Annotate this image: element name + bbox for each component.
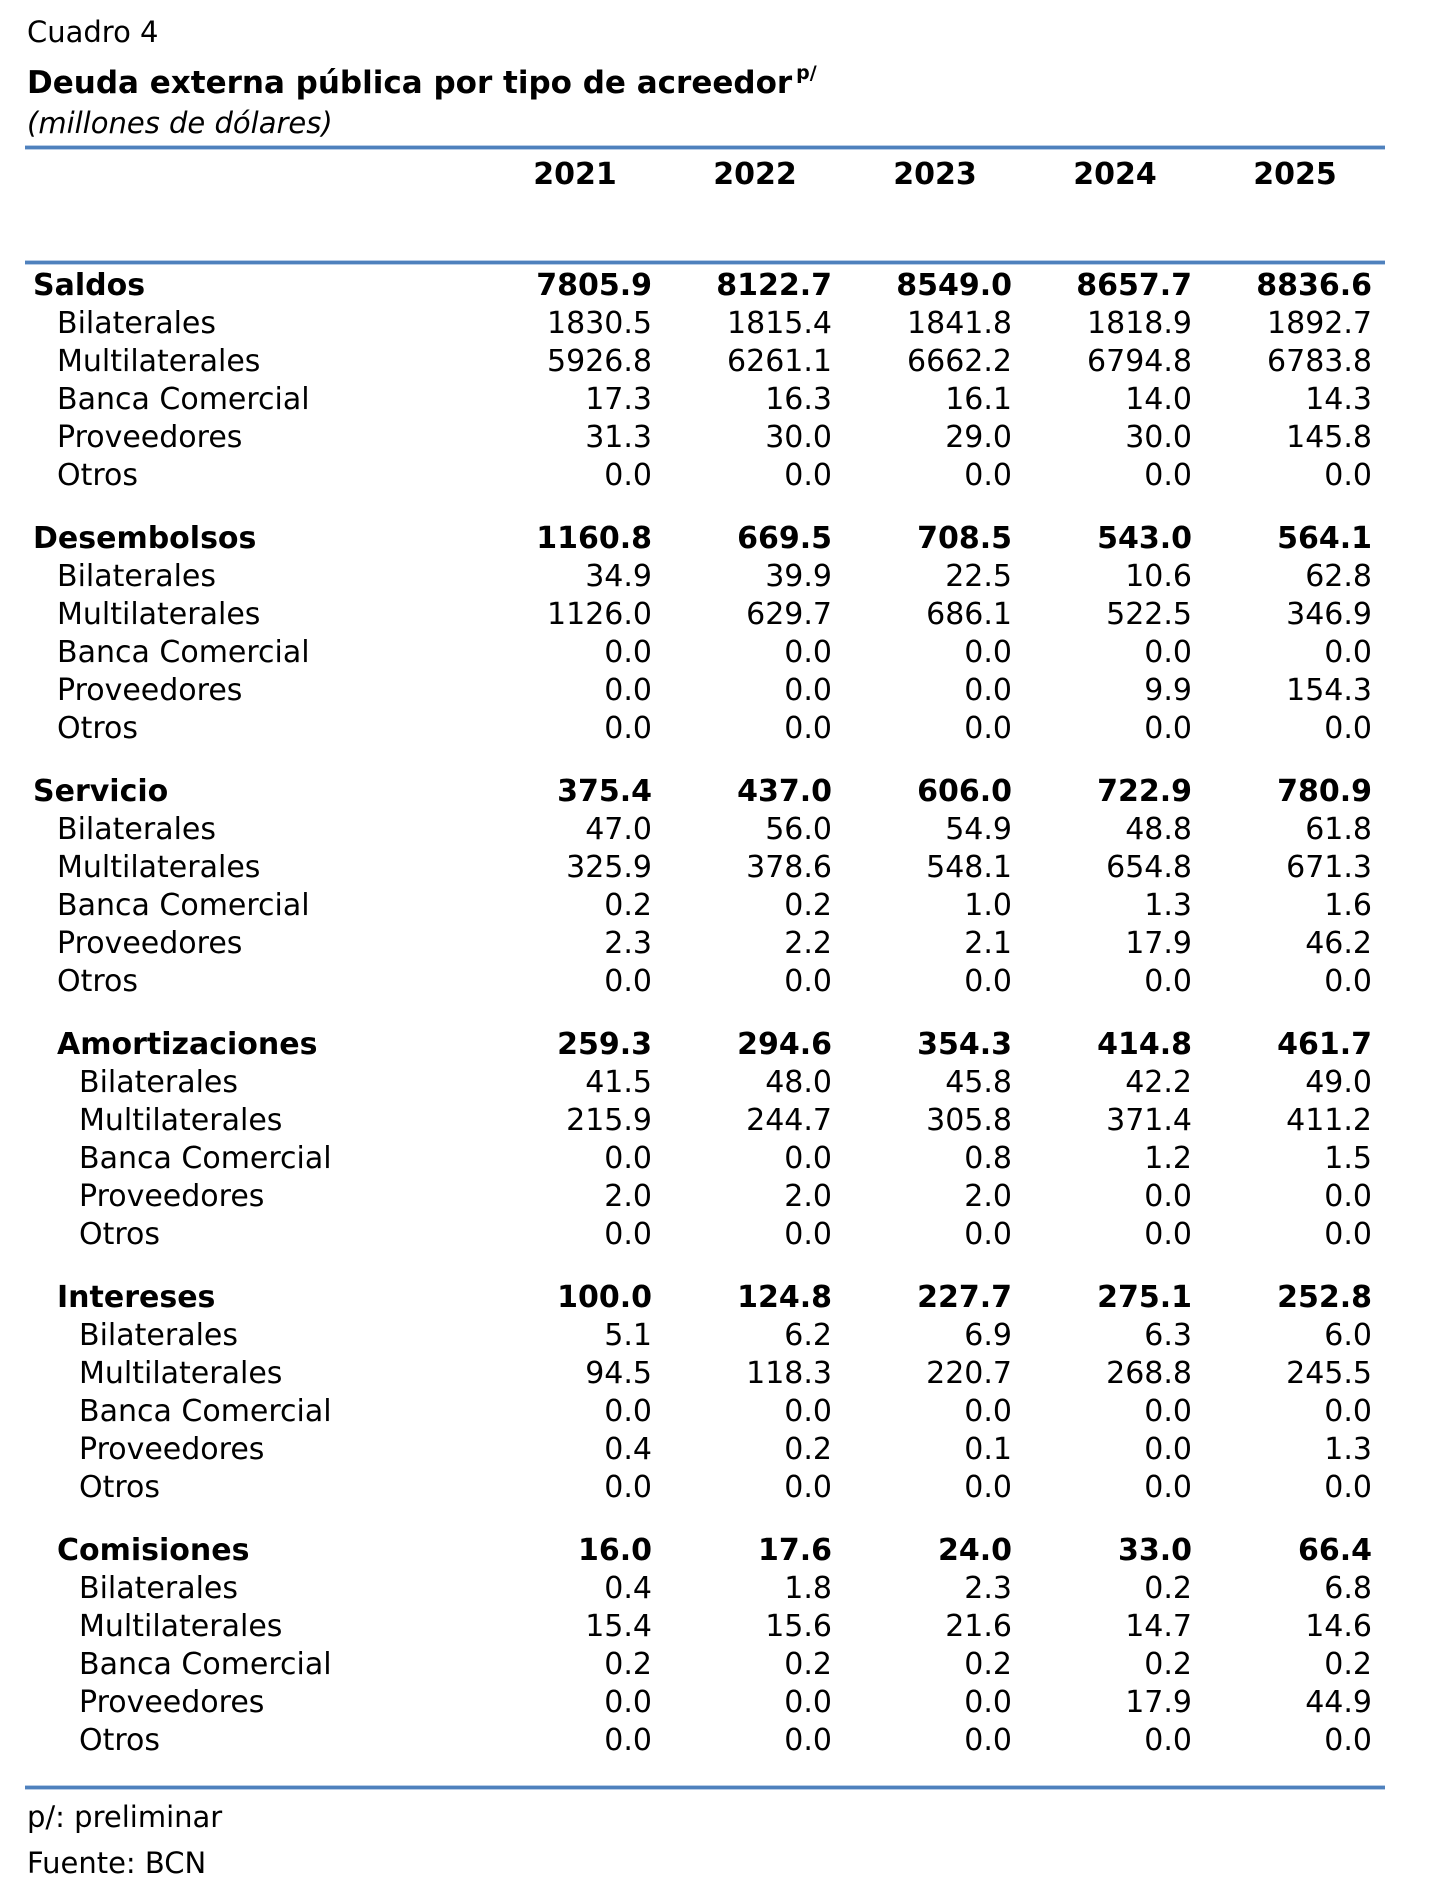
value-cell: 6.0 [1324, 1318, 1372, 1353]
row-label: Otros [57, 964, 139, 999]
value-cell: 325.9 [566, 850, 652, 885]
value-cell: 275.1 [1097, 1280, 1192, 1315]
value-cell: 0.0 [784, 1217, 832, 1252]
value-cell: 16.3 [765, 382, 832, 417]
value-cell: 6.3 [1144, 1318, 1192, 1353]
table-row [27, 267, 1432, 305]
row-label: Otros [79, 1217, 161, 1252]
preliminary-note: p/: preliminar [27, 1800, 223, 1834]
value-cell: 0.2 [784, 1432, 832, 1467]
value-cell: 8549.0 [896, 268, 1012, 303]
value-cell: 0.0 [1144, 1723, 1192, 1758]
table-row [27, 1431, 1432, 1469]
value-cell: 2.0 [604, 1179, 652, 1214]
value-cell: 268.8 [1106, 1356, 1192, 1391]
value-cell: 1892.7 [1267, 306, 1372, 341]
value-cell: 0.0 [1324, 711, 1372, 746]
row-label: Banca Comercial [79, 1141, 332, 1176]
value-cell: 56.0 [765, 812, 832, 847]
value-cell: 0.0 [1324, 458, 1372, 493]
value-cell: 14.0 [1125, 382, 1192, 417]
value-cell: 15.6 [765, 1609, 832, 1644]
value-cell: 2.3 [604, 926, 652, 961]
section-label: Saldos [33, 268, 146, 303]
value-cell: 1.6 [1324, 888, 1372, 923]
value-cell: 0.0 [964, 1685, 1012, 1720]
value-cell: 16.0 [577, 1533, 652, 1568]
row-label: Multilaterales [57, 597, 261, 632]
value-cell: 686.1 [926, 597, 1012, 632]
value-cell: 245.5 [1286, 1356, 1372, 1391]
table-row [27, 1178, 1432, 1216]
value-cell: 0.0 [784, 673, 832, 708]
value-cell: 6794.8 [1087, 344, 1192, 379]
table-row [27, 1570, 1432, 1608]
value-cell: 522.5 [1106, 597, 1192, 632]
value-cell: 2.0 [964, 1179, 1012, 1214]
value-cell: 47.0 [585, 812, 652, 847]
value-cell: 0.0 [784, 1685, 832, 1720]
table-row [27, 963, 1432, 1001]
value-cell: 0.2 [1144, 1647, 1192, 1682]
value-cell: 0.0 [1144, 964, 1192, 999]
row-label: Otros [79, 1470, 161, 1505]
value-cell: 17.6 [757, 1533, 832, 1568]
row-label: Proveedores [57, 420, 243, 455]
year-column-header: 2024 [1073, 157, 1157, 192]
value-cell: 8836.6 [1256, 268, 1372, 303]
title-superscript: p/ [796, 62, 817, 84]
value-cell: 1815.4 [727, 306, 832, 341]
value-cell: 252.8 [1277, 1280, 1372, 1315]
row-label: Multilaterales [79, 1609, 283, 1644]
value-cell: 118.3 [746, 1356, 832, 1391]
value-cell: 14.7 [1125, 1609, 1192, 1644]
value-cell: 215.9 [566, 1103, 652, 1138]
value-cell: 48.8 [1125, 812, 1192, 847]
value-cell: 5926.8 [547, 344, 652, 379]
value-cell: 0.2 [1144, 1571, 1192, 1606]
row-label: Multilaterales [79, 1103, 283, 1138]
bottom-rule [25, 1785, 1385, 1790]
value-cell: 0.0 [1144, 458, 1192, 493]
value-cell: 44.9 [1305, 1685, 1372, 1720]
value-cell: 6662.2 [907, 344, 1012, 379]
value-cell: 0.0 [604, 711, 652, 746]
value-cell: 49.0 [1305, 1065, 1372, 1100]
value-cell: 6.9 [964, 1318, 1012, 1353]
year-header-row [485, 156, 1432, 194]
row-label: Banca Comercial [79, 1647, 332, 1682]
value-cell: 124.8 [737, 1280, 832, 1315]
value-cell: 1830.5 [547, 306, 652, 341]
value-cell: 0.0 [964, 1217, 1012, 1252]
table-row [27, 1608, 1432, 1646]
value-cell: 0.1 [964, 1432, 1012, 1467]
row-label: Proveedores [79, 1432, 265, 1467]
value-cell: 0.0 [964, 1723, 1012, 1758]
value-cell: 0.0 [1324, 1217, 1372, 1252]
value-cell: 1.8 [784, 1571, 832, 1606]
page-subtitle: (millones de dólares) [27, 106, 333, 140]
value-cell: 0.0 [784, 635, 832, 670]
value-cell: 0.0 [604, 635, 652, 670]
value-cell: 0.0 [1144, 711, 1192, 746]
table-row [27, 672, 1432, 710]
value-cell: 0.0 [964, 458, 1012, 493]
value-cell: 0.8 [964, 1141, 1012, 1176]
value-cell: 22.5 [945, 559, 1012, 594]
top-rule [25, 145, 1385, 150]
value-cell: 30.0 [1125, 420, 1192, 455]
table-section [27, 520, 1432, 748]
value-cell: 305.8 [926, 1103, 1012, 1138]
year-column-header: 2025 [1253, 157, 1337, 192]
value-cell: 39.9 [765, 559, 832, 594]
value-cell: 0.0 [964, 1470, 1012, 1505]
value-cell: 5.1 [604, 1318, 652, 1353]
value-cell: 66.4 [1297, 1533, 1372, 1568]
value-cell: 1160.8 [536, 521, 652, 556]
value-cell: 100.0 [557, 1280, 652, 1315]
table-row [27, 343, 1432, 381]
value-cell: 0.0 [604, 458, 652, 493]
value-cell: 294.6 [737, 1027, 832, 1062]
header-spacer [27, 194, 1432, 260]
table-row [27, 558, 1432, 596]
value-cell: 0.0 [604, 1470, 652, 1505]
value-cell: 671.3 [1286, 850, 1372, 885]
value-cell: 0.0 [784, 964, 832, 999]
year-column-header: 2022 [713, 157, 797, 192]
value-cell: 1.0 [964, 888, 1012, 923]
value-cell: 0.0 [1144, 1217, 1192, 1252]
value-cell: 0.0 [604, 1723, 652, 1758]
table-row [27, 887, 1432, 925]
value-cell: 9.9 [1144, 673, 1192, 708]
value-cell: 220.7 [926, 1356, 1012, 1391]
value-cell: 34.9 [585, 559, 652, 594]
value-cell: 0.0 [1144, 1394, 1192, 1429]
value-cell: 548.1 [926, 850, 1012, 885]
section-label: Comisiones [57, 1533, 250, 1568]
value-cell: 371.4 [1106, 1103, 1192, 1138]
value-cell: 0.0 [784, 1141, 832, 1176]
value-cell: 48.0 [765, 1065, 832, 1100]
value-cell: 0.0 [1324, 1394, 1372, 1429]
value-cell: 6783.8 [1267, 344, 1372, 379]
value-cell: 15.4 [585, 1609, 652, 1644]
value-cell: 0.2 [784, 888, 832, 923]
value-cell: 346.9 [1286, 597, 1372, 632]
value-cell: 606.0 [917, 774, 1012, 809]
value-cell: 6.2 [784, 1318, 832, 1353]
value-cell: 654.8 [1106, 850, 1192, 885]
table-row [27, 773, 1432, 811]
row-label: Multilaterales [57, 850, 261, 885]
value-cell: 461.7 [1277, 1027, 1372, 1062]
value-cell: 17.9 [1125, 1685, 1192, 1720]
value-cell: 0.0 [1324, 1470, 1372, 1505]
table-section [27, 267, 1432, 495]
row-label: Bilaterales [79, 1065, 238, 1100]
table-section [27, 1279, 1432, 1507]
value-cell: 17.3 [585, 382, 652, 417]
value-cell: 0.0 [784, 711, 832, 746]
value-cell: 0.2 [964, 1647, 1012, 1682]
value-cell: 722.9 [1097, 774, 1192, 809]
value-cell: 0.4 [604, 1571, 652, 1606]
value-cell: 46.2 [1305, 926, 1372, 961]
table-section [27, 773, 1432, 1001]
row-label: Bilaterales [79, 1318, 238, 1353]
value-cell: 0.0 [784, 1470, 832, 1505]
value-cell: 0.0 [1324, 1723, 1372, 1758]
value-cell: 61.8 [1305, 812, 1372, 847]
table-row [27, 1026, 1432, 1064]
table-section [27, 1532, 1432, 1760]
value-cell: 145.8 [1286, 420, 1372, 455]
value-cell: 0.0 [604, 1685, 652, 1720]
value-cell: 375.4 [557, 774, 652, 809]
value-cell: 2.0 [784, 1179, 832, 1214]
table-row [27, 457, 1432, 495]
value-cell: 0.0 [604, 1141, 652, 1176]
value-cell: 0.0 [784, 1723, 832, 1758]
table-row [27, 1469, 1432, 1507]
table-row [27, 710, 1432, 748]
value-cell: 780.9 [1277, 774, 1372, 809]
value-cell: 0.0 [964, 635, 1012, 670]
page-title-text: Deuda externa pública por tipo de acreedor [27, 65, 793, 101]
table-number: Cuadro 4 [27, 15, 159, 49]
value-cell: 2.1 [964, 926, 1012, 961]
value-cell: 1.3 [1324, 1432, 1372, 1467]
value-cell: 7805.9 [536, 268, 652, 303]
table-row [27, 811, 1432, 849]
value-cell: 41.5 [585, 1065, 652, 1100]
row-label: Banca Comercial [57, 635, 310, 670]
table-row [27, 419, 1432, 457]
section-label: Intereses [57, 1280, 216, 1315]
value-cell: 414.8 [1097, 1027, 1192, 1062]
value-cell: 0.0 [1324, 635, 1372, 670]
table-row [27, 1216, 1432, 1254]
value-cell: 1.3 [1144, 888, 1192, 923]
value-cell: 29.0 [945, 420, 1012, 455]
table-row [27, 1102, 1432, 1140]
value-cell: 244.7 [746, 1103, 832, 1138]
table-row [27, 1532, 1432, 1570]
value-cell: 42.2 [1125, 1065, 1192, 1100]
value-cell: 354.3 [917, 1027, 1012, 1062]
row-label: Otros [79, 1723, 161, 1758]
row-label: Banca Comercial [57, 382, 310, 417]
value-cell: 33.0 [1117, 1533, 1192, 1568]
table-row [27, 305, 1432, 343]
table-row [27, 381, 1432, 419]
value-cell: 0.0 [1144, 1432, 1192, 1467]
value-cell: 0.0 [964, 673, 1012, 708]
value-cell: 17.9 [1125, 926, 1192, 961]
table-row [27, 1684, 1432, 1722]
table-section [27, 1026, 1432, 1254]
value-cell: 1.2 [1144, 1141, 1192, 1176]
value-cell: 24.0 [937, 1533, 1012, 1568]
row-label: Multilaterales [79, 1356, 283, 1391]
value-cell: 8657.7 [1076, 268, 1192, 303]
value-cell: 0.0 [964, 1394, 1012, 1429]
value-cell: 0.2 [604, 1647, 652, 1682]
value-cell: 0.0 [604, 1217, 652, 1252]
value-cell: 669.5 [737, 521, 832, 556]
value-cell: 8122.7 [716, 268, 832, 303]
table-row [27, 1646, 1432, 1684]
debt-table-body [27, 267, 1432, 1760]
row-label: Otros [57, 458, 139, 493]
row-label: Multilaterales [57, 344, 261, 379]
value-cell: 14.6 [1305, 1609, 1372, 1644]
value-cell: 1.5 [1324, 1141, 1372, 1176]
value-cell: 0.2 [1324, 1647, 1372, 1682]
value-cell: 411.2 [1286, 1103, 1372, 1138]
year-column-header: 2023 [893, 157, 977, 192]
row-label: Proveedores [57, 673, 243, 708]
table-row [27, 1393, 1432, 1431]
value-cell: 1841.8 [907, 306, 1012, 341]
value-cell: 708.5 [917, 521, 1012, 556]
value-cell: 0.0 [604, 964, 652, 999]
value-cell: 94.5 [585, 1356, 652, 1391]
table-row [27, 1140, 1432, 1178]
table-row [27, 1317, 1432, 1355]
value-cell: 16.1 [945, 382, 1012, 417]
row-label: Proveedores [79, 1685, 265, 1720]
value-cell: 543.0 [1097, 521, 1192, 556]
value-cell: 30.0 [765, 420, 832, 455]
value-cell: 437.0 [737, 774, 832, 809]
row-label: Bilaterales [57, 306, 216, 341]
value-cell: 0.4 [604, 1432, 652, 1467]
value-cell: 0.0 [784, 458, 832, 493]
value-cell: 31.3 [585, 420, 652, 455]
year-column-header: 2021 [533, 157, 617, 192]
value-cell: 2.3 [964, 1571, 1012, 1606]
value-cell: 0.0 [1144, 635, 1192, 670]
value-cell: 10.6 [1125, 559, 1192, 594]
value-cell: 0.0 [1324, 964, 1372, 999]
row-label: Otros [57, 711, 139, 746]
value-cell: 0.0 [604, 1394, 652, 1429]
table-row [27, 1064, 1432, 1102]
value-cell: 6.8 [1324, 1571, 1372, 1606]
value-cell: 1126.0 [547, 597, 652, 632]
value-cell: 154.3 [1286, 673, 1372, 708]
value-cell: 14.3 [1305, 382, 1372, 417]
value-cell: 2.2 [784, 926, 832, 961]
value-cell: 0.0 [964, 711, 1012, 746]
value-cell: 227.7 [917, 1280, 1012, 1315]
section-label: Desembolsos [33, 521, 257, 556]
value-cell: 0.0 [1144, 1179, 1192, 1214]
value-cell: 54.9 [945, 812, 1012, 847]
value-cell: 564.1 [1277, 521, 1372, 556]
value-cell: 0.0 [1324, 1179, 1372, 1214]
table-row [27, 1722, 1432, 1760]
row-label: Proveedores [57, 926, 243, 961]
value-cell: 629.7 [746, 597, 832, 632]
value-cell: 259.3 [557, 1027, 652, 1062]
row-label: Bilaterales [79, 1571, 238, 1606]
value-cell: 6261.1 [727, 344, 832, 379]
value-cell: 0.0 [1144, 1470, 1192, 1505]
value-cell: 0.0 [784, 1394, 832, 1429]
table-row [27, 849, 1432, 887]
section-label: Servicio [33, 774, 169, 809]
row-label: Bilaterales [57, 812, 216, 847]
value-cell: 62.8 [1305, 559, 1372, 594]
row-label: Proveedores [79, 1179, 265, 1214]
value-cell: 378.6 [746, 850, 832, 885]
section-label: Amortizaciones [57, 1027, 318, 1062]
table-row [27, 596, 1432, 634]
value-cell: 45.8 [945, 1065, 1012, 1100]
source-note: Fuente: BCN [27, 1846, 207, 1880]
value-cell: 0.0 [964, 964, 1012, 999]
page-title [27, 52, 1432, 104]
table-row [27, 925, 1432, 963]
table-row [27, 520, 1432, 558]
value-cell: 0.0 [604, 673, 652, 708]
table-row [27, 1279, 1432, 1317]
value-cell: 1818.9 [1087, 306, 1192, 341]
table-row [27, 1355, 1432, 1393]
row-label: Banca Comercial [57, 888, 310, 923]
table-row [27, 634, 1432, 672]
row-label: Banca Comercial [79, 1394, 332, 1429]
table-top-rule [25, 260, 1385, 265]
value-cell: 0.2 [604, 888, 652, 923]
value-cell: 21.6 [945, 1609, 1012, 1644]
row-label: Bilaterales [57, 559, 216, 594]
value-cell: 0.2 [784, 1647, 832, 1682]
